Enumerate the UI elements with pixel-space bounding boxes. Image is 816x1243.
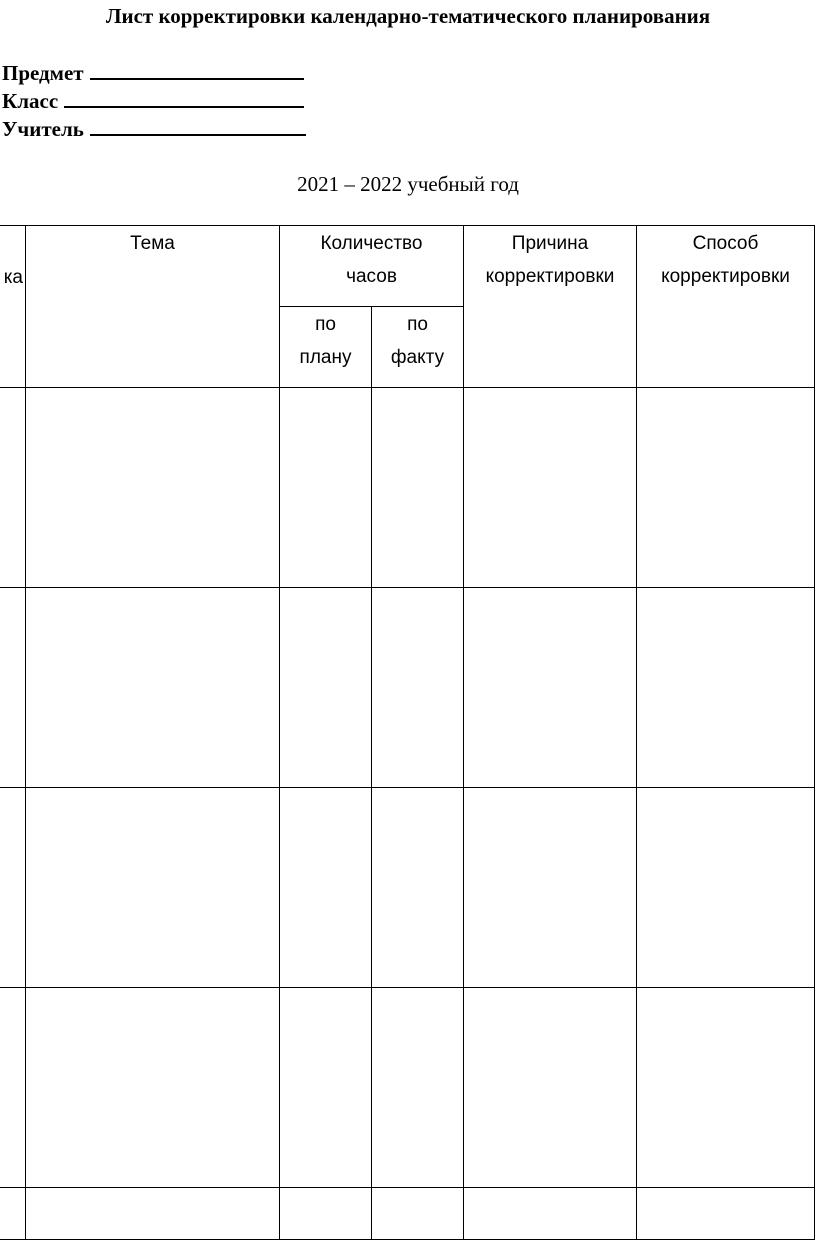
cell-topic[interactable] [26,788,280,988]
document-title: Лист корректировки календарно-тематического планирования [105,4,711,28]
cell-reason[interactable] [464,1188,637,1240]
cell-plan[interactable] [280,588,372,788]
cell-number[interactable] [0,1188,26,1240]
cell-fact[interactable] [372,788,464,988]
header-hours: Количество часов [280,226,464,307]
correction-table-container [0,225,815,1240]
header-number-label: ка [3,267,23,288]
cell-method[interactable] [637,988,815,1188]
table-header-row [0,226,815,307]
cell-number[interactable] [0,788,26,988]
cell-number[interactable] [0,988,26,1188]
cell-fact[interactable] [372,388,464,588]
table-row [0,588,815,788]
cell-reason[interactable] [464,588,637,788]
cell-reason[interactable] [464,788,637,988]
table-row [0,788,815,988]
cell-method[interactable] [637,588,815,788]
subject-field [2,60,304,86]
cell-topic[interactable] [26,388,280,588]
subject-label: Предмет [2,61,84,85]
cell-topic[interactable] [26,988,280,1188]
header-method: Способ корректировки [637,226,815,388]
teacher-blank-line[interactable] [90,116,306,136]
cell-fact[interactable] [372,588,464,788]
header-topic: Тема [26,226,280,388]
cell-plan[interactable] [280,388,372,588]
cell-method[interactable] [637,1188,815,1240]
header-number [0,226,26,388]
cell-topic[interactable] [26,1188,280,1240]
cell-fact[interactable] [372,988,464,1188]
class-label: Класс [2,89,59,113]
cell-method[interactable] [637,788,815,988]
cell-plan[interactable] [280,788,372,988]
cell-fact[interactable] [372,1188,464,1240]
subject-blank-line[interactable] [90,60,304,80]
cell-number[interactable] [0,388,26,588]
academic-year: 2021 – 2022 учебный год [297,172,519,196]
cell-reason[interactable] [464,988,637,1188]
cell-reason[interactable] [464,388,637,588]
cell-plan[interactable] [280,988,372,1188]
correction-table [0,225,815,1240]
table-row [0,388,815,588]
cell-method[interactable] [637,388,815,588]
header-reason: Причина корректировки [464,226,637,388]
header-fact: по факту [372,307,464,388]
teacher-label: Учитель [2,117,84,141]
cell-topic[interactable] [26,588,280,788]
cell-number[interactable] [0,588,26,788]
table-row [0,988,815,1188]
table-row [0,1188,815,1240]
cell-plan[interactable] [280,1188,372,1240]
teacher-field [2,116,306,142]
class-blank-line[interactable] [64,88,304,108]
header-plan: по плану [280,307,372,388]
class-field [2,88,304,114]
